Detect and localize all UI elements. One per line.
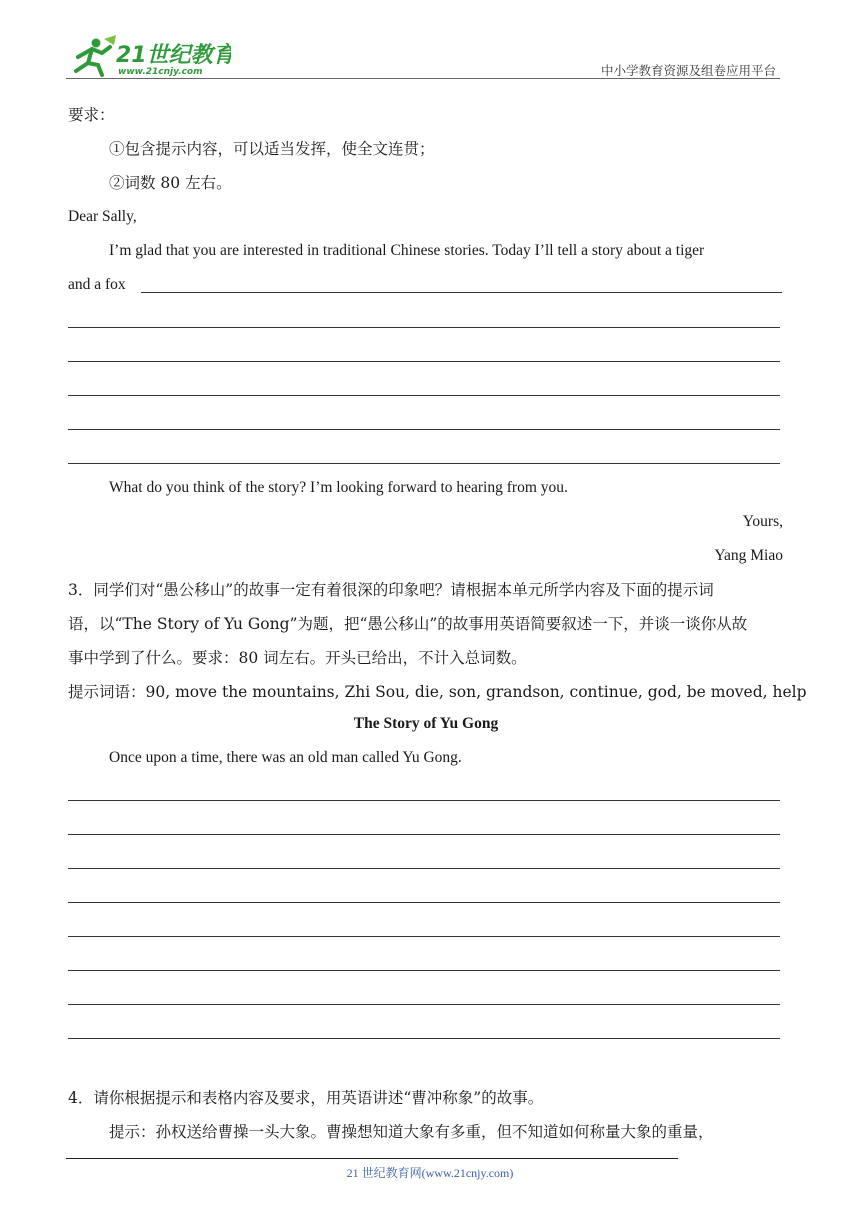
header-divider [66, 78, 780, 79]
writing-line[interactable] [68, 800, 780, 801]
requirement-1: ①包含提示内容，可以适当发挥，使全文连贯； [109, 140, 435, 158]
letter-intro-line1: I’m glad that you are interested in traditional Chinese stories. Today I’ll tell a story about a tiger [109, 242, 705, 259]
q3-essay-title: The Story of Yu Gong [353, 715, 499, 732]
letter-closing-line: What do you think of the story? I’m looking forward to hearing from you. [109, 479, 568, 496]
writing-line[interactable] [68, 361, 780, 362]
writing-line[interactable] [68, 1038, 780, 1039]
logo-url: www.21cnjy.com [118, 67, 203, 77]
letter-salutation: Dear Sally, [68, 208, 137, 225]
runner-icon [76, 35, 116, 75]
site-logo [66, 35, 231, 77]
writing-line[interactable] [68, 902, 780, 903]
writing-line[interactable] [68, 395, 780, 396]
writing-line[interactable] [68, 327, 780, 328]
q3-prompt-line1: 3．同学们对“愚公移山”的故事一定有着很深的印象吧？请根据本单元所学内容及下面的提示词 [68, 581, 714, 599]
writing-line[interactable] [68, 936, 780, 937]
footer-link[interactable]: 21 世纪教育网(www.21cnjy.com) [346, 1166, 514, 1180]
q4-hint-line: 提示：孙权送给曹操一头大象。曹操想知道大象有多重，但不知道如何称量大象的重量， [109, 1123, 714, 1141]
letter-signoff: Yours, [742, 513, 783, 530]
writing-line[interactable] [68, 868, 780, 869]
q4-prompt-line1: 4．请你根据提示和表格内容及要求，用英语讲述“曹冲称象”的故事。 [68, 1089, 544, 1107]
letter-intro-line2: and a fox [68, 276, 126, 293]
q3-hint-words: 提示词语：90, move the mountains, Zhi Sou, die, son, grandson, continue, god, be moved, help [68, 683, 807, 701]
header-platform-text: 中小学教育资源及组卷应用平台 [600, 63, 776, 78]
writing-line[interactable] [68, 834, 780, 835]
footer-divider [66, 1158, 678, 1159]
q3-prompt-line3: 事中学到了什么。要求：80 词左右。开头已给出，不计入总词数。 [68, 649, 527, 667]
q3-opening-sentence: Once upon a time, there was an old man called Yu Gong. [109, 749, 462, 766]
writing-line[interactable] [141, 292, 782, 293]
writing-line[interactable] [68, 970, 780, 971]
requirement-2: ②词数 80 左右。 [109, 174, 232, 192]
writing-line[interactable] [68, 463, 780, 464]
requirements-title: 要求： [68, 106, 115, 124]
q3-prompt-line2: 语，以“The Story of Yu Gong”为题，把“愚公移山”的故事用英语简要叙述一下，并谈一谈你从故 [68, 615, 748, 633]
letter-signature: Yang Miao [714, 547, 783, 564]
writing-line[interactable] [68, 1004, 780, 1005]
logo-title: 21世纪教育 [116, 43, 231, 68]
writing-line[interactable] [68, 429, 780, 430]
